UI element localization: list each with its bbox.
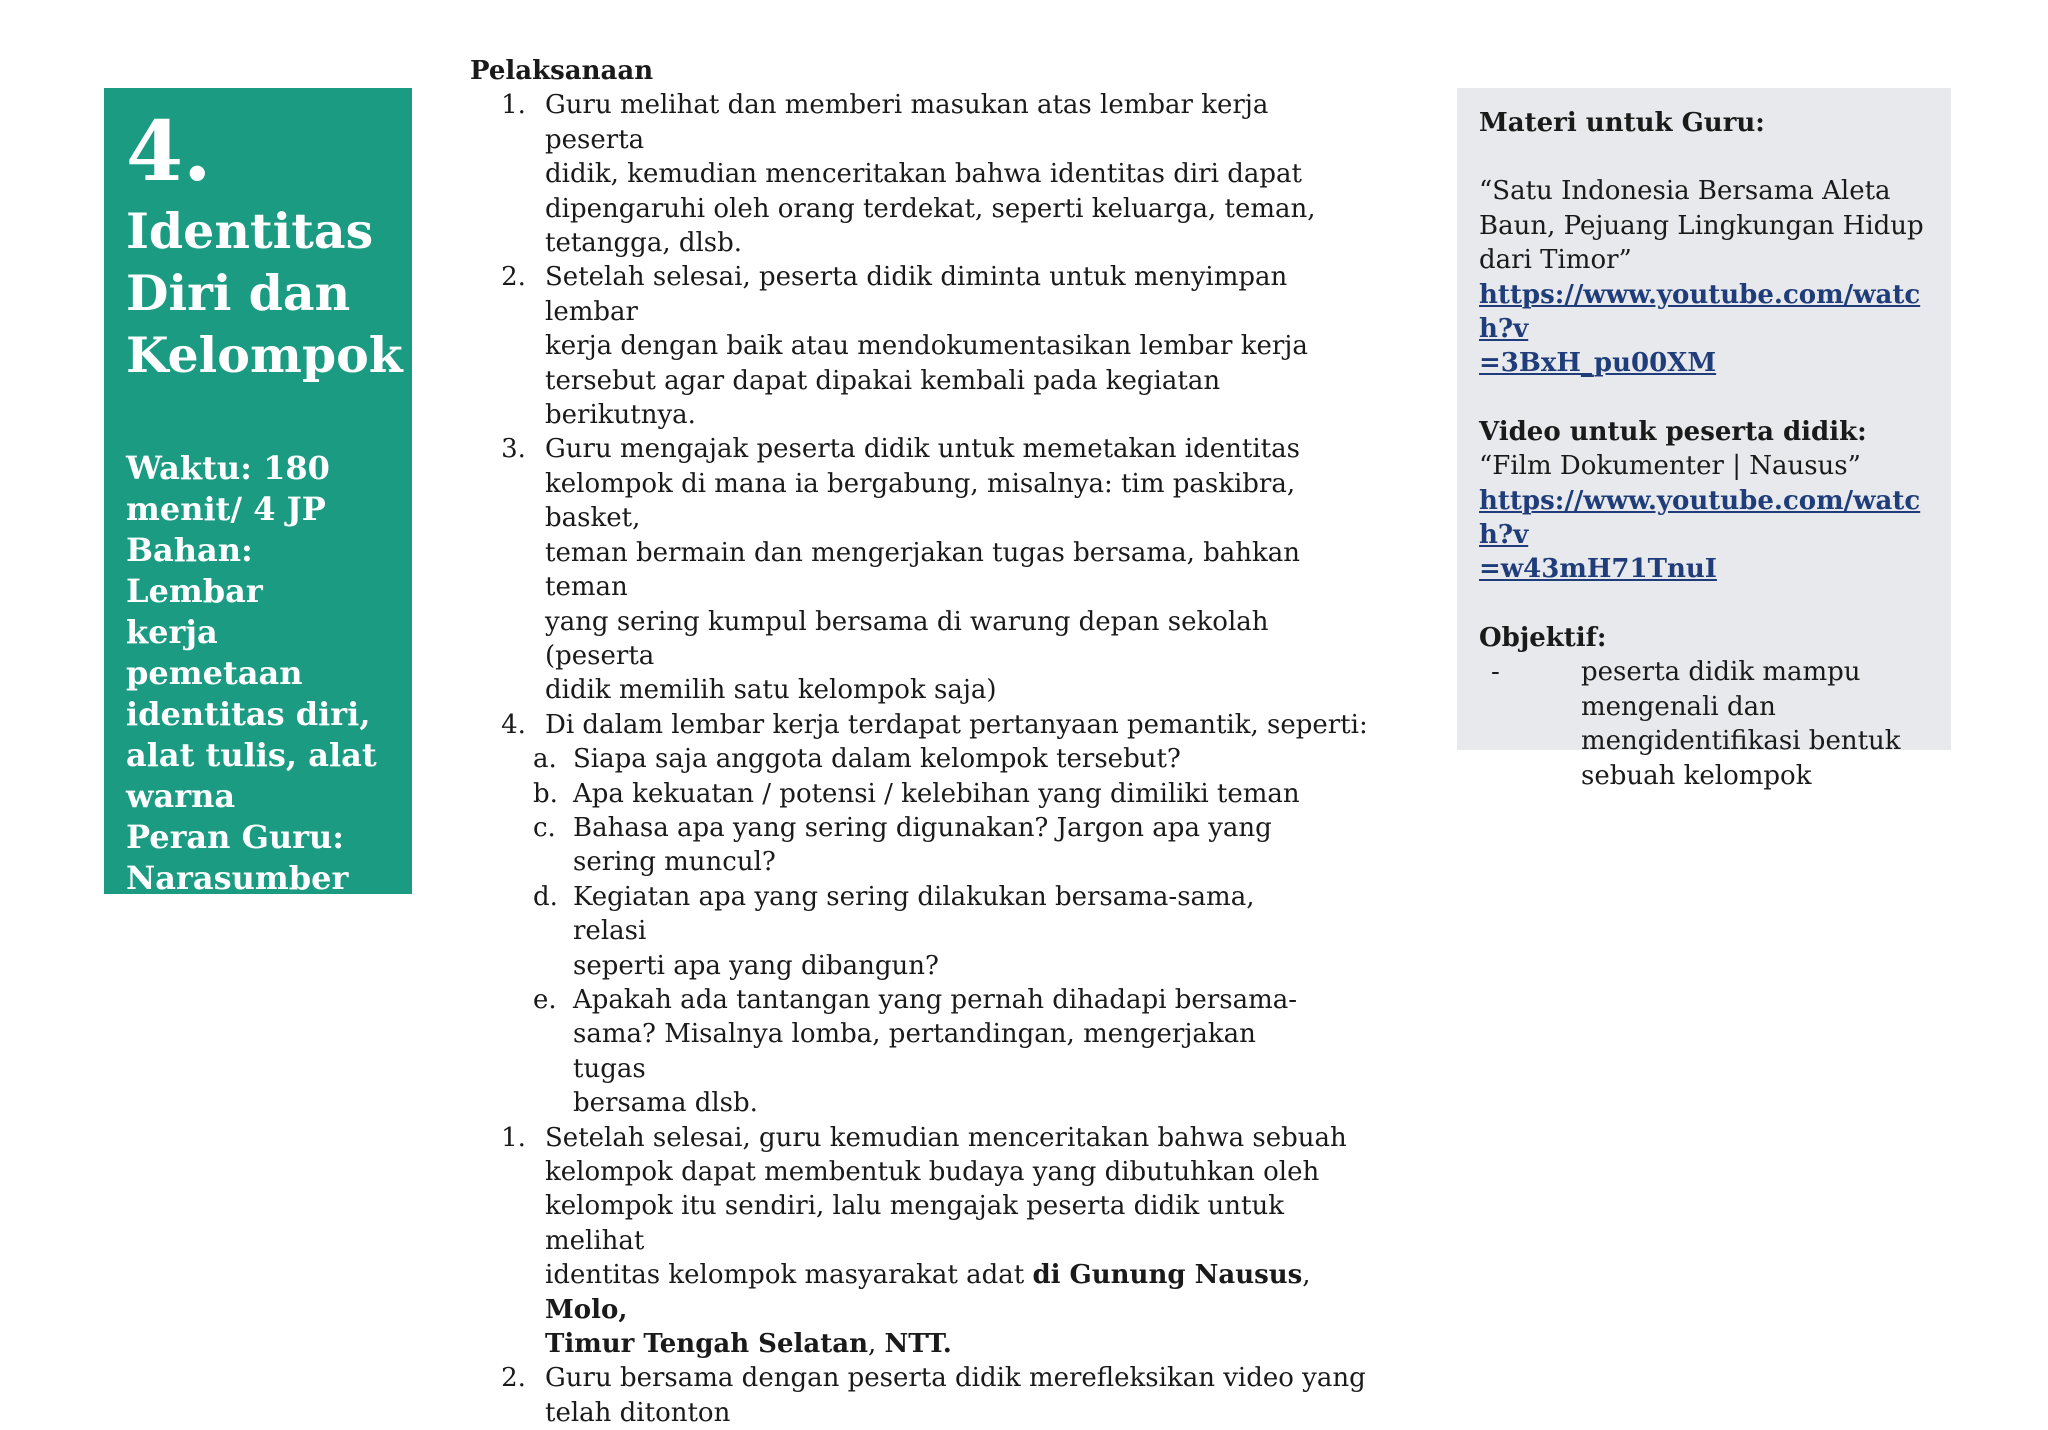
sub-list-marker: e. <box>533 984 557 1015</box>
section-heading: Pelaksanaan <box>470 56 654 86</box>
text-line: tersebut agar dapat dipakai kembali pada kegiatan berikutnya. <box>545 365 1221 431</box>
sub-list-text <box>573 880 1303 983</box>
session-sidebar <box>104 88 412 979</box>
text-line: kerja dengan baik atau mendokumentasikan lembar kerja <box>545 331 1308 362</box>
list-item <box>470 88 1420 260</box>
text-line: teman bermain dan mengerjakan tugas bersama, bahkan teman <box>545 537 1300 603</box>
student-video-link[interactable] <box>1479 484 1931 587</box>
objektif-text <box>1581 655 1911 793</box>
list-item <box>470 260 1420 432</box>
meta-line: Narasumber dan <box>126 859 349 938</box>
list-item <box>470 1361 1420 1430</box>
sub-list-text <box>573 983 1303 1121</box>
session-title-line: Diri dan <box>126 264 351 322</box>
meta-line: menit/ 4 JP <box>126 490 326 528</box>
session-title-line: Kelompok <box>126 326 403 384</box>
text-line: Baun, Pejuang Lingkungan Hidup <box>1479 210 1924 241</box>
list-marker: 3. <box>501 434 526 465</box>
location-highlight: di Gunung Nausus <box>1032 1260 1303 1291</box>
meta-line: identitas diri, <box>126 695 371 733</box>
list-text <box>545 88 1375 260</box>
meta-line: Peran Guru: <box>126 818 345 856</box>
text-line: Bahasa apa yang sering digunakan? Jargon apa yang <box>573 812 1272 843</box>
text-line: bersama dlsb. <box>573 1088 758 1119</box>
text-line: Guru melihat dan memberi masukan atas lembar kerja peserta <box>545 90 1269 155</box>
list-text <box>545 432 1375 707</box>
materi-video-link[interactable] <box>1479 278 1931 381</box>
text-line: tetangga, dlsb. <box>545 228 743 259</box>
list-text <box>545 708 1375 742</box>
text-line: sebuah kelompok <box>1581 760 1812 791</box>
text-line: kelompok dapat membentuk budaya yang dibutuhkan oleh <box>545 1157 1320 1187</box>
text-line: Di dalam lembar kerja terdapat pertanyaan pemantik, seperti: <box>545 709 1368 740</box>
text-line: mengidentifikasi bentuk <box>1581 726 1901 757</box>
sub-list-text <box>573 811 1303 880</box>
text-line: peserta didik mampu <box>1581 657 1861 688</box>
sub-list-item <box>470 983 1420 1121</box>
link-line: https://www.youtube.com/watch?v <box>1479 279 1921 345</box>
video-title: “Film Dokumenter | Nausus” <box>1479 451 1861 482</box>
text-line: seperti apa yang dibangun? <box>573 950 939 981</box>
sub-list-marker: c. <box>533 812 556 843</box>
text-line: didik, kemudian menceritakan bahwa identitas diri dapat <box>545 159 1302 190</box>
text-line: Apakah ada tantangan yang pernah dihadapi bersama- <box>573 984 1298 1015</box>
sub-list-item <box>470 811 1420 880</box>
meta-line: kerja pemetaan <box>126 613 303 692</box>
text-line: sama? Misalnya lomba, pertandingan, mengerjakan tugas <box>573 1019 1256 1084</box>
sub-list-text <box>573 777 1303 811</box>
text-line: dipengaruhi oleh orang terdekat, seperti keluarga, teman, <box>545 193 1316 224</box>
text-line: mengenali dan <box>1581 691 1776 722</box>
link-line: =3BxH_pu00XM <box>1479 348 1717 379</box>
session-title-line: Identitas <box>126 202 374 260</box>
list-text <box>545 1361 1375 1430</box>
sub-list-text <box>573 742 1303 776</box>
list-text <box>545 1121 1375 1362</box>
link-line: https://www.youtube.com/watch?v <box>1479 485 1921 551</box>
sub-list-item <box>470 777 1420 811</box>
meta-line: Waktu: 180 <box>126 449 330 487</box>
materi-label: Materi untuk Guru: <box>1479 108 1765 138</box>
bullet-marker: - <box>1491 657 1500 688</box>
procedure-section <box>470 54 1420 1430</box>
text-line: dari Timor” <box>1479 245 1632 276</box>
text-line: Kegiatan apa yang sering dilakukan bersama-sama, relasi <box>573 881 1255 947</box>
list-item <box>470 432 1420 707</box>
text-line: “Satu Indonesia Bersama Aleta <box>1479 176 1891 207</box>
list-marker: 1. <box>501 1122 526 1153</box>
link-line: =w43mH71TnuI <box>1479 554 1717 585</box>
objektif-item <box>1479 655 1931 793</box>
text-line: Guru mengajak peserta didik untuk memetakan identitas <box>545 434 1300 465</box>
session-meta <box>126 448 394 981</box>
list-marker: 4. <box>501 709 526 740</box>
text-line: didik memilih satu kelompok saja) <box>545 675 997 706</box>
location-highlight: NTT. <box>884 1329 952 1360</box>
list-marker: 2. <box>501 1363 526 1394</box>
list-text <box>545 260 1375 432</box>
text-fragment: , <box>1302 1260 1311 1291</box>
list-marker: 1. <box>501 90 526 121</box>
meta-line: Fasilitator <box>126 941 311 979</box>
text-line: kelompok di mana ia bergabung, misalnya: tim paskibra, basket, <box>545 468 1296 534</box>
text-line <box>545 1258 1375 1327</box>
text-line: Setelah selesai, peserta didik diminta untuk menyimpan lembar <box>545 262 1288 327</box>
text-line: telah ditonton <box>545 1397 731 1428</box>
text-line: sering muncul? <box>573 847 776 878</box>
text-line: kelompok itu sendiri, lalu mengajak peserta didik untuk melihat <box>545 1191 1284 1256</box>
list-item <box>470 1121 1420 1362</box>
text-line: Guru bersama dengan peserta didik merefleksikan video yang <box>545 1363 1366 1394</box>
list-item <box>470 708 1420 742</box>
text-fragment: , <box>867 1329 885 1360</box>
sub-list-item <box>470 880 1420 983</box>
text-line: Apa kekuatan / potensi / kelebihan yang dimiliki teman <box>573 778 1300 809</box>
meta-line: Bahan: Lembar <box>126 531 263 610</box>
text-line: yang sering kumpul bersama di warung depan sekolah (peserta <box>545 606 1269 671</box>
sub-list-marker: b. <box>533 778 558 809</box>
text-line <box>545 1327 1375 1361</box>
location-highlight: Molo, <box>545 1294 628 1325</box>
location-highlight: Timur Tengah Selatan <box>545 1329 868 1360</box>
meta-line: warna <box>126 777 236 815</box>
resources-panel <box>1457 88 1951 791</box>
objektif-label: Objektif: <box>1479 622 1607 653</box>
text-fragment: identitas kelompok masyarakat adat <box>545 1260 1033 1291</box>
sub-list-marker: d. <box>533 881 558 912</box>
session-number: 4. <box>126 104 212 200</box>
materi-title <box>1479 174 1931 277</box>
session-title <box>126 200 403 386</box>
list-marker: 2. <box>501 262 526 293</box>
sub-list-marker: a. <box>533 744 557 775</box>
meta-line: alat tulis, alat <box>126 736 377 774</box>
sub-list-item <box>470 742 1420 776</box>
video-label: Video untuk peserta didik: <box>1479 416 1867 447</box>
text-line: Siapa saja anggota dalam kelompok tersebut? <box>573 744 1181 775</box>
text-line: Setelah selesai, guru kemudian menceritakan bahwa sebuah <box>545 1122 1347 1153</box>
